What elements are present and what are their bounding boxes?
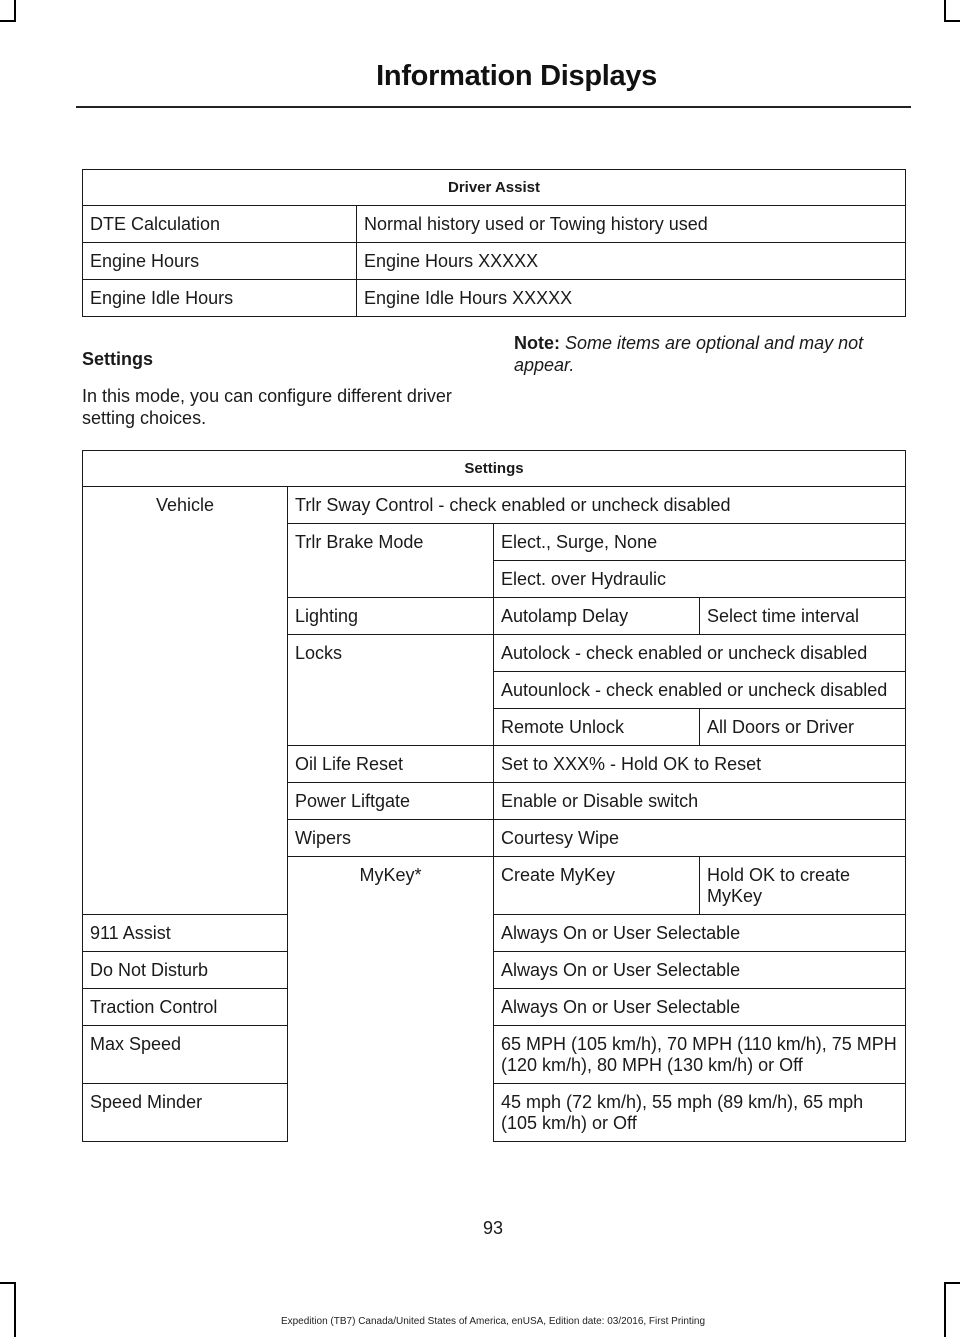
table-row [83, 989, 906, 1026]
footer-text: Expedition (TB7) Canada/United States of America, enUSA, Edition date: 03/2016, First Printing [280, 1316, 706, 1327]
table-cell: Do Not Disturb [83, 952, 288, 989]
note-label: Note: [514, 333, 560, 353]
table-cell: Trlr Sway Control - check enabled or uncheck disabled [288, 487, 906, 524]
table-title: Driver Assist [83, 170, 906, 206]
table-row [83, 487, 906, 524]
table-cell: Always On or User Selectable [494, 915, 906, 952]
table-cell: Autolock - check enabled or uncheck disabled [494, 635, 906, 672]
table-cell: 65 MPH (105 km/h), 70 MPH (110 km/h), 75 MPH (120 km/h), 80 MPH (130 km/h) or Off [494, 1026, 906, 1084]
header-divider [76, 106, 911, 108]
table-cell: Traction Control [83, 989, 288, 1026]
table-cell: 45 mph (72 km/h), 55 mph (89 km/h), 65 mph (105 km/h) or Off [494, 1084, 906, 1142]
table-row [83, 280, 906, 317]
table-row [83, 1026, 906, 1084]
category-vehicle: Vehicle [83, 487, 288, 915]
table-row [83, 206, 906, 243]
table-cell: Elect., Surge, None [494, 524, 906, 561]
table-cell: Wipers [288, 820, 494, 857]
table-cell: Enable or Disable switch [494, 783, 906, 820]
table-cell: Locks [288, 635, 494, 746]
table-row [83, 915, 906, 952]
table-cell: 911 Assist [83, 915, 288, 952]
table-cell: Engine Hours [83, 243, 357, 280]
crop-mark [944, 1282, 946, 1337]
table-row [83, 952, 906, 989]
table-cell: Set to XXX% - Hold OK to Reset [494, 746, 906, 783]
table-cell: Normal history used or Towing history used [357, 206, 906, 243]
table-cell: Power Liftgate [288, 783, 494, 820]
driver-assist-table [82, 169, 906, 317]
table-cell: Always On or User Selectable [494, 952, 906, 989]
table-cell: Always On or User Selectable [494, 989, 906, 1026]
table-cell: All Doors or Driver [700, 709, 906, 746]
table-cell: Oil Life Reset [288, 746, 494, 783]
settings-table [82, 450, 906, 1142]
table-cell: Elect. over Hydraulic [494, 561, 906, 598]
table-cell: Courtesy Wipe [494, 820, 906, 857]
table-title: Settings [83, 451, 906, 487]
page-number: 93 [482, 1218, 504, 1238]
note-text: Some items are optional and may not appear. [514, 333, 864, 375]
table-cell: Autounlock - check enabled or uncheck disabled [494, 672, 906, 709]
table-cell: Speed Minder [83, 1084, 288, 1142]
crop-mark [14, 0, 16, 22]
table-cell: Engine Hours XXXXX [357, 243, 906, 280]
table-row [83, 1084, 906, 1142]
crop-mark [944, 1282, 960, 1284]
table-cell: Engine Idle Hours [83, 280, 357, 317]
table-cell: Trlr Brake Mode [288, 524, 494, 598]
table-cell: Engine Idle Hours XXXXX [357, 280, 906, 317]
category-mykey: MyKey* [288, 857, 494, 1142]
table-cell: Create MyKey [494, 857, 700, 915]
section-heading: Settings [82, 349, 154, 369]
crop-mark [0, 1282, 16, 1284]
table-cell: Hold OK to create MyKey [700, 857, 906, 915]
crop-mark [0, 20, 16, 22]
crop-mark [944, 0, 946, 22]
table-cell: Select time interval [700, 598, 906, 635]
page-title: Information Displays [376, 60, 657, 92]
table-cell: Lighting [288, 598, 494, 635]
crop-mark [14, 1282, 16, 1337]
table-cell: Remote Unlock [494, 709, 700, 746]
note [514, 332, 909, 376]
section-intro: In this mode, you can configure different driver setting choices. [82, 386, 452, 428]
crop-mark [944, 20, 960, 22]
table-cell: DTE Calculation [83, 206, 357, 243]
table-row [83, 243, 906, 280]
table-cell: Max Speed [83, 1026, 288, 1084]
table-cell: Autolamp Delay [494, 598, 700, 635]
